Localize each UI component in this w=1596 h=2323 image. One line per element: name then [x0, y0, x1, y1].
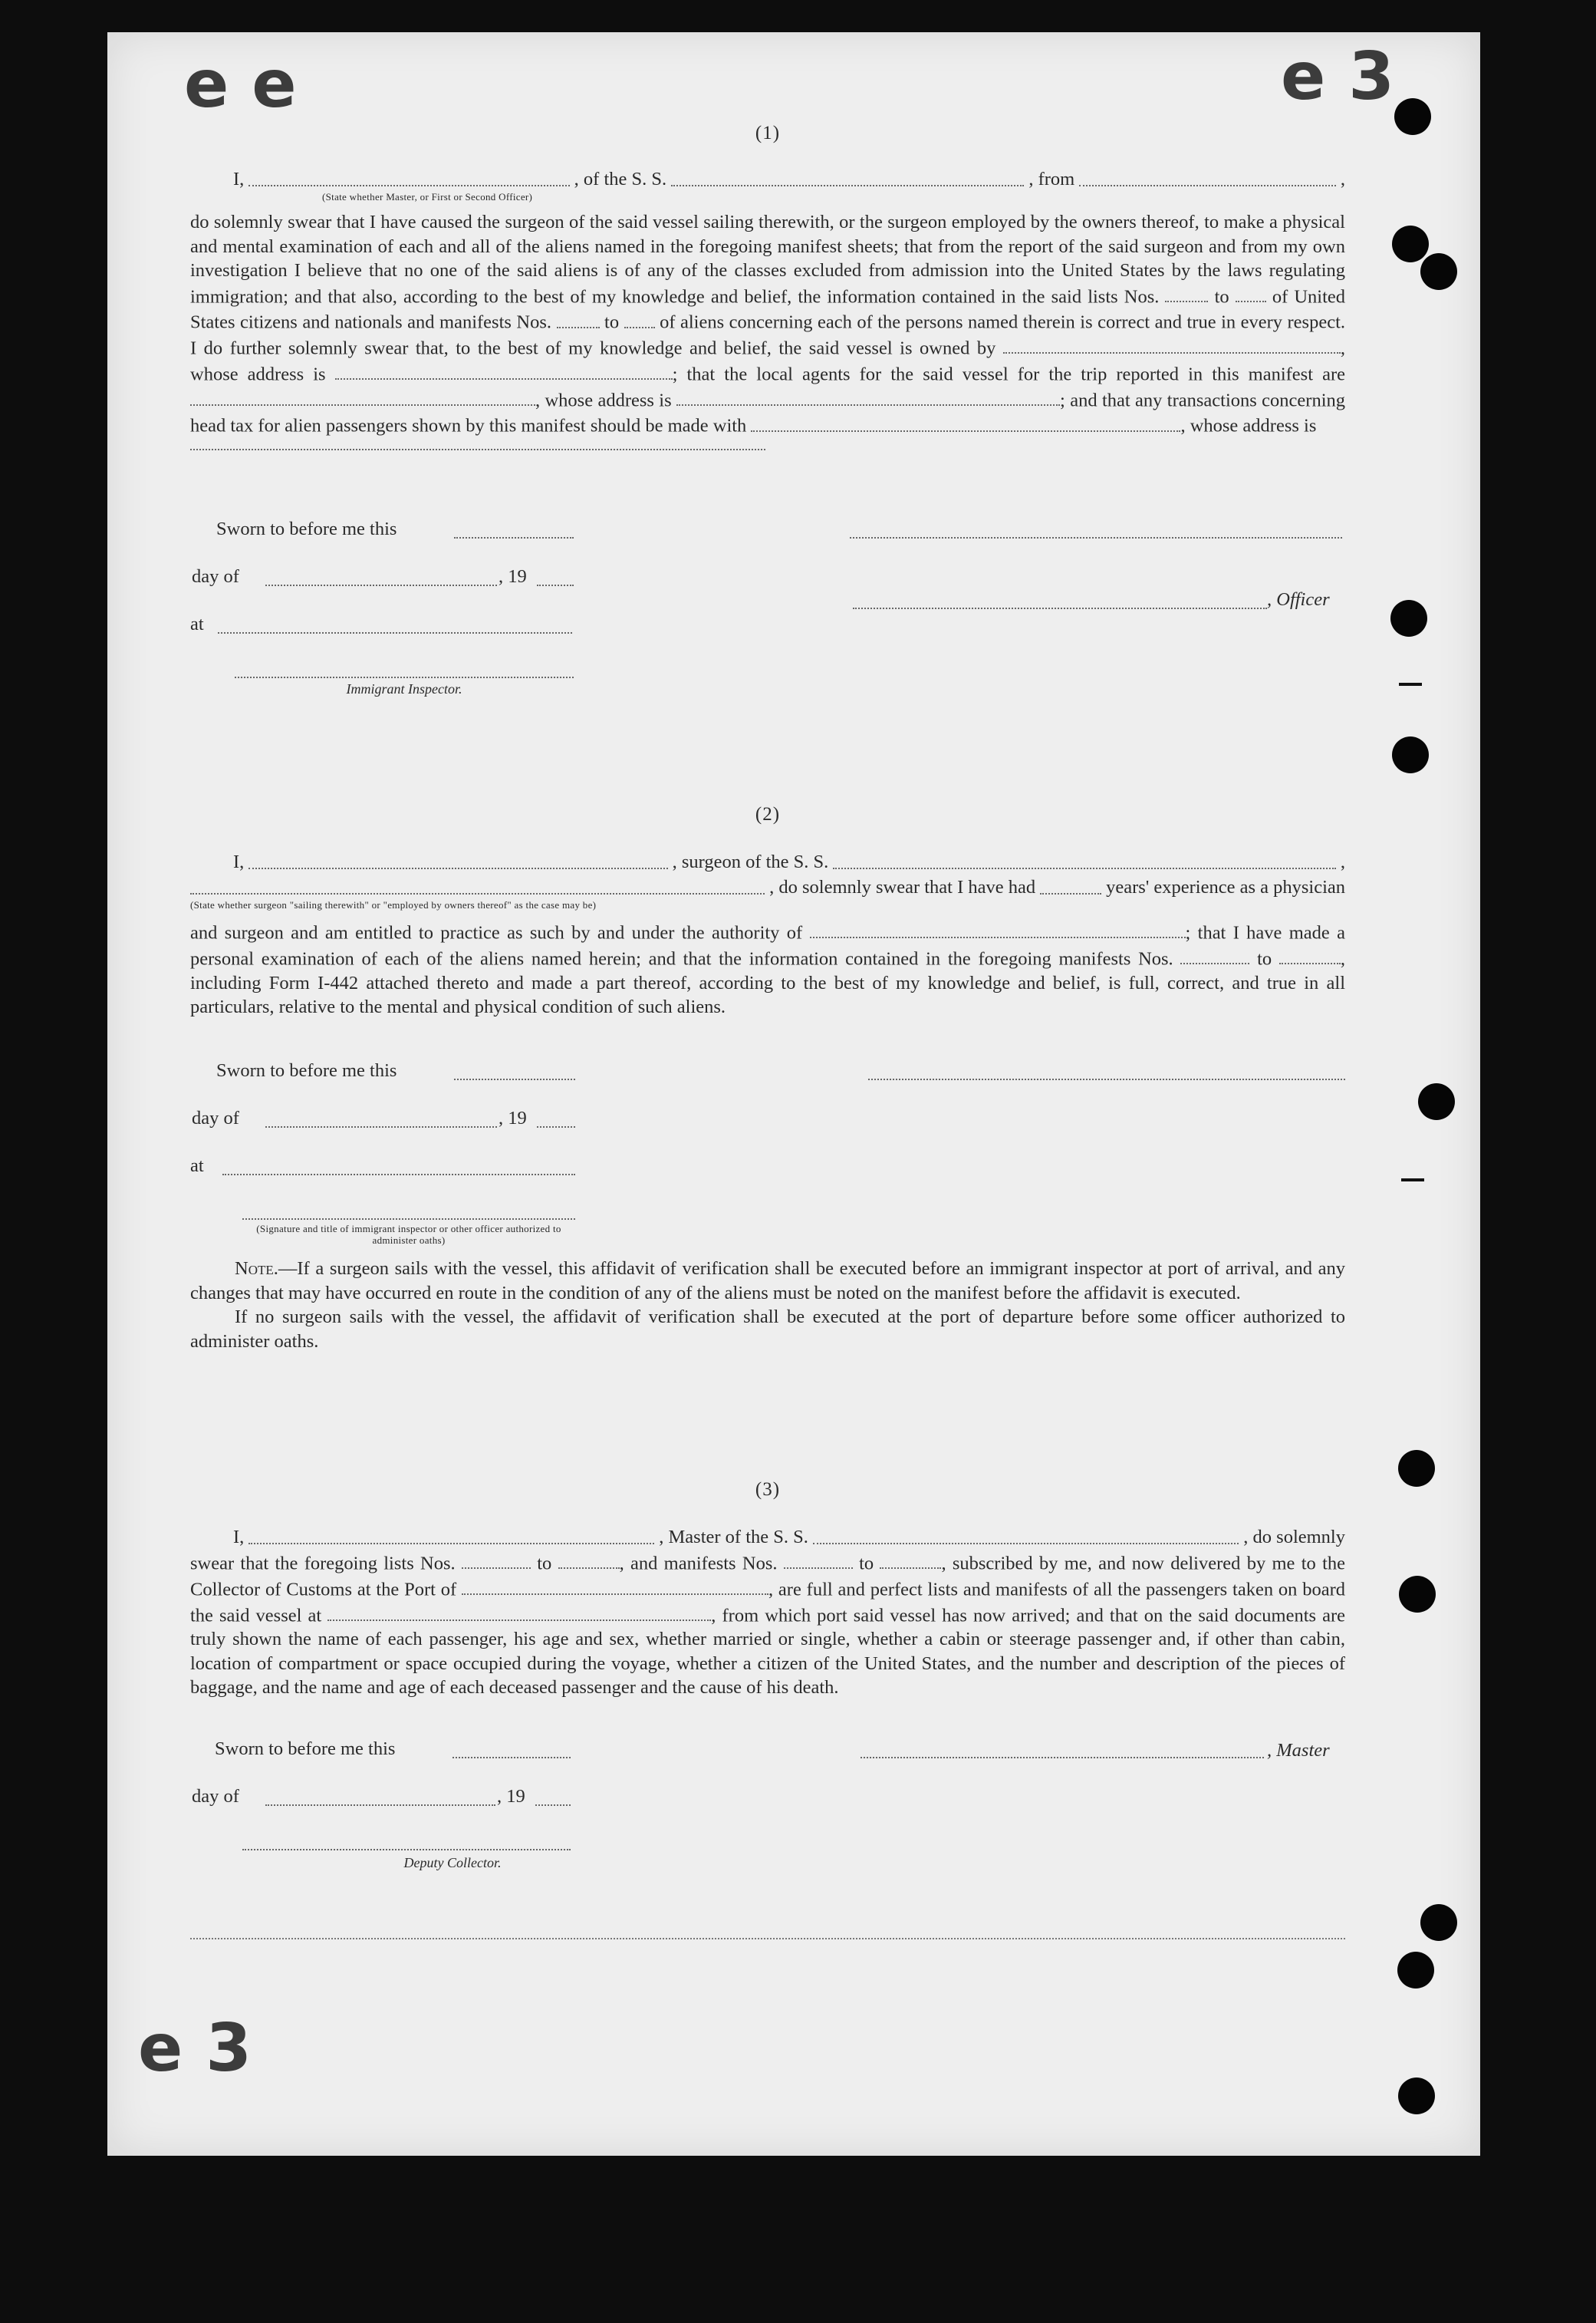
embarkation-port-field [327, 1602, 711, 1621]
note-block [190, 1257, 1345, 1353]
section-3-first-line [190, 1525, 1345, 1549]
departure-port-field [1079, 185, 1336, 186]
inspector-caption: Immigrant Inspector. [346, 681, 462, 697]
field-hint: (State whether surgeon "sailing therewith" or "employed by owners thereof" as the case may be) [190, 899, 597, 911]
punch-hole [1420, 253, 1457, 290]
head-tax-contact-field [751, 412, 1180, 431]
master-signature-field [861, 1757, 1264, 1758]
affidavit-section-2 [190, 804, 1345, 825]
year-field [535, 1804, 571, 1806]
place-field [222, 1174, 575, 1175]
punctuation: , [1340, 169, 1345, 189]
officer-signature-field [853, 608, 1267, 609]
month-field [265, 1804, 495, 1806]
section-3-body [190, 1550, 1345, 1700]
master-name-field [248, 1543, 654, 1544]
body-text: , do solemnly swear that I have had [769, 877, 1036, 898]
manifests-from-field [557, 308, 600, 328]
body-text: , including Form I-442 attached thereto and made a part thereof, according to the best of my knowledge and belief, is full, correct, and true in all particulars, relative to the mental and physical condition of such aliens. [190, 948, 1346, 1018]
body-text: to [1214, 285, 1229, 307]
body-text: , from which port said vessel has now arrived; and that on the said documents are truly shown the name of each passenger, his age and sex, whether married or single, whether a cabin or steerage passenger and, if other than cabin, location of compartment or space occupied during the voyage, whether a citizen of the United States, and the number and description of the pieces of baggage, and the name and age of each deceased passenger and the cause of his death. [190, 1604, 1346, 1699]
year-prefix: , 19 [497, 1786, 525, 1807]
signature-caption: (Signature and title of immigrant inspector or other officer authorized to administer oaths) [256, 1223, 561, 1246]
year-field [537, 1126, 575, 1128]
sworn-date-field [454, 1079, 575, 1080]
vessel-name-field [671, 185, 1024, 186]
body-text: ; and that any transactions concerning head tax for alien passengers shown by this manifest should be made with [190, 389, 1346, 437]
affidavit-text [190, 1550, 1345, 1700]
stamp-top-right: e 3 [1281, 38, 1395, 115]
from-label: , from [1028, 169, 1075, 189]
note-text: —If a surgeon sails with the vessel, this affidavit of verification shall be executed before an immigrant inspector at port of arrival, and any changes that may have occurred en route in the condition of any of the aliens must be noted on the manifest before the affidavit is executed. [190, 1258, 1345, 1303]
field-hint: (State whether Master, or First or Second Officer) [322, 191, 533, 203]
punch-hole [1399, 1576, 1436, 1613]
of-ss-label: , of the S. S. [574, 169, 667, 189]
section-number: (3) [755, 1479, 781, 1500]
sworn-label: Sworn to before me this [216, 1060, 397, 1081]
body-text: ; that I have made a personal examination of each of the aliens named herein; and that the information contained in the foregoing manifests Nos. [190, 922, 1346, 970]
vessel-name-field [813, 1543, 1239, 1544]
surgeon-label: , surgeon of the S. S. [672, 852, 829, 872]
affidavit-text [190, 210, 1345, 438]
body-text: , and manifests Nos. [619, 1553, 778, 1574]
master-label: , Master of the S. S. [659, 1527, 808, 1547]
authority-field [810, 919, 1186, 938]
stamp-bottom-left: e 3 [138, 2010, 252, 2087]
i-label: I, [233, 1527, 245, 1547]
body-text: swear that the foregoing lists Nos. [190, 1553, 456, 1574]
body-text: to [537, 1553, 552, 1574]
month-field [265, 1126, 497, 1128]
day-of-label: day of [192, 1786, 239, 1807]
sworn-label: Sworn to before me this [216, 519, 397, 539]
body-text: , do solemnly [1243, 1527, 1345, 1547]
affidavit-section-1 [190, 123, 1345, 144]
punch-hole [1418, 1083, 1455, 1120]
day-of-label: day of [192, 1108, 239, 1129]
punch-hole [1398, 2078, 1435, 2114]
lists-from-field [462, 1550, 531, 1569]
body-text: to [859, 1553, 874, 1574]
years-experience-field [1040, 893, 1101, 895]
margin-mark [1401, 1178, 1424, 1181]
manifests-to-field [1279, 945, 1341, 964]
month-field [265, 585, 497, 586]
body-text: and surgeon and am entitled to practice as such by and under the authority of [190, 922, 803, 944]
section-2-body [190, 919, 1345, 1020]
margin-mark [1399, 683, 1422, 686]
place-field [218, 632, 572, 634]
sworn-date-field [454, 537, 574, 539]
head-tax-address-field [190, 438, 765, 450]
note-label: Note. [235, 1258, 278, 1279]
owner-field [1003, 334, 1341, 354]
body-text: of aliens concerning each of the persons named therein is correct and true in every respect. I do further solemnly swear that, to the best of my knowledge and belief, the said vessel is owned by [190, 311, 1346, 359]
affidavit-text [190, 919, 1345, 1020]
day-of-label: day of [192, 566, 239, 587]
manifests-from-field [1180, 945, 1249, 964]
agents-address-field [676, 387, 1060, 406]
punch-hole [1390, 600, 1427, 637]
sworn-label: Sworn to before me this [215, 1738, 396, 1759]
signature-line [850, 537, 1342, 539]
body-text: , are full and perfect lists and manifests of all the passengers taken on board the said vessel at [190, 1579, 1345, 1626]
year-prefix: , 19 [499, 566, 527, 587]
master-label: , Master [1267, 1740, 1330, 1761]
body-text: to [1257, 948, 1272, 970]
i-label: I, [233, 852, 245, 872]
signature-line [868, 1079, 1345, 1080]
body-text: of United States citizens and nationals and manifests Nos. [190, 285, 1346, 333]
body-text: , whose address is [190, 338, 1346, 385]
year-prefix: , 19 [499, 1108, 527, 1129]
officer-label: , Officer [1267, 589, 1330, 610]
owner-address-field [335, 361, 673, 380]
at-label: at [190, 1155, 204, 1176]
section-number: (2) [755, 804, 781, 825]
lists-from-field [1165, 283, 1208, 302]
officer-name-field [248, 185, 569, 186]
note-paragraph [190, 1257, 1345, 1305]
section-number: (1) [755, 123, 781, 143]
punch-hole [1392, 736, 1429, 773]
stamp-top-left: e e [184, 46, 297, 123]
at-label: at [190, 614, 204, 634]
i-label: I, [233, 169, 245, 189]
note-paragraph-2: If no surgeon sails with the vessel, the affidavit of verification shall be executed at the port of departure before some officer authorized to administer oaths. [190, 1306, 1345, 1352]
punch-hole [1392, 226, 1429, 262]
collector-caption: Deputy Collector. [403, 1855, 502, 1870]
agents-field [190, 387, 535, 406]
punctuation: , [1340, 852, 1345, 872]
body-text: , subscribed by me, and now delivered by me to the Collector of Customs at the Port of [190, 1553, 1345, 1600]
body-text: do solemnly swear that I have caused the surgeon of the said vessel sailing therewith, or the surgeon employed by the owners thereof, to make a physical and mental examination of each and all of the aliens named in the foregoing manifest sheets; that from the report of the said surgeon and from my own investigation I believe that no one of the said aliens is of any of the classes excluded from admission into the United States by the laws regulating immigration; and that also, according to the best of my knowledge and belief, the information contained in the said lists Nos. [190, 212, 1345, 307]
inspector-signature-field [235, 677, 574, 678]
vessel-name-field [833, 868, 1336, 869]
manifests-from-field [784, 1550, 853, 1569]
surgeon-status-field [190, 893, 765, 895]
section-1-first-line [190, 167, 1345, 203]
body-text: , whose address is [1180, 415, 1317, 437]
lists-to-field [558, 1550, 620, 1569]
officer-signature-field [242, 1218, 575, 1220]
sworn-date-field [452, 1757, 571, 1758]
body-text: , whose address is [535, 389, 672, 410]
section-1-body [190, 210, 1345, 450]
punch-hole [1397, 1952, 1434, 1989]
year-field [537, 585, 574, 586]
punch-hole [1420, 1904, 1457, 1941]
lists-to-field [1236, 283, 1266, 302]
body-text: years' experience as a physician [1106, 877, 1345, 898]
body-text: ; that the local agents for the said vessel for the trip reported in this manifest are [672, 364, 1345, 385]
port-field [462, 1576, 768, 1595]
surgeon-name-field [248, 868, 667, 869]
manifests-to-field [880, 1550, 941, 1569]
punch-hole [1398, 1450, 1435, 1487]
divider [190, 1938, 1345, 1939]
collector-signature-field [242, 1849, 571, 1850]
body-text: to [604, 311, 620, 333]
punch-hole [1394, 98, 1431, 135]
section-2-first-line [190, 850, 1345, 911]
manifests-to-field [624, 308, 655, 328]
affidavit-section-3 [190, 1479, 1345, 1501]
